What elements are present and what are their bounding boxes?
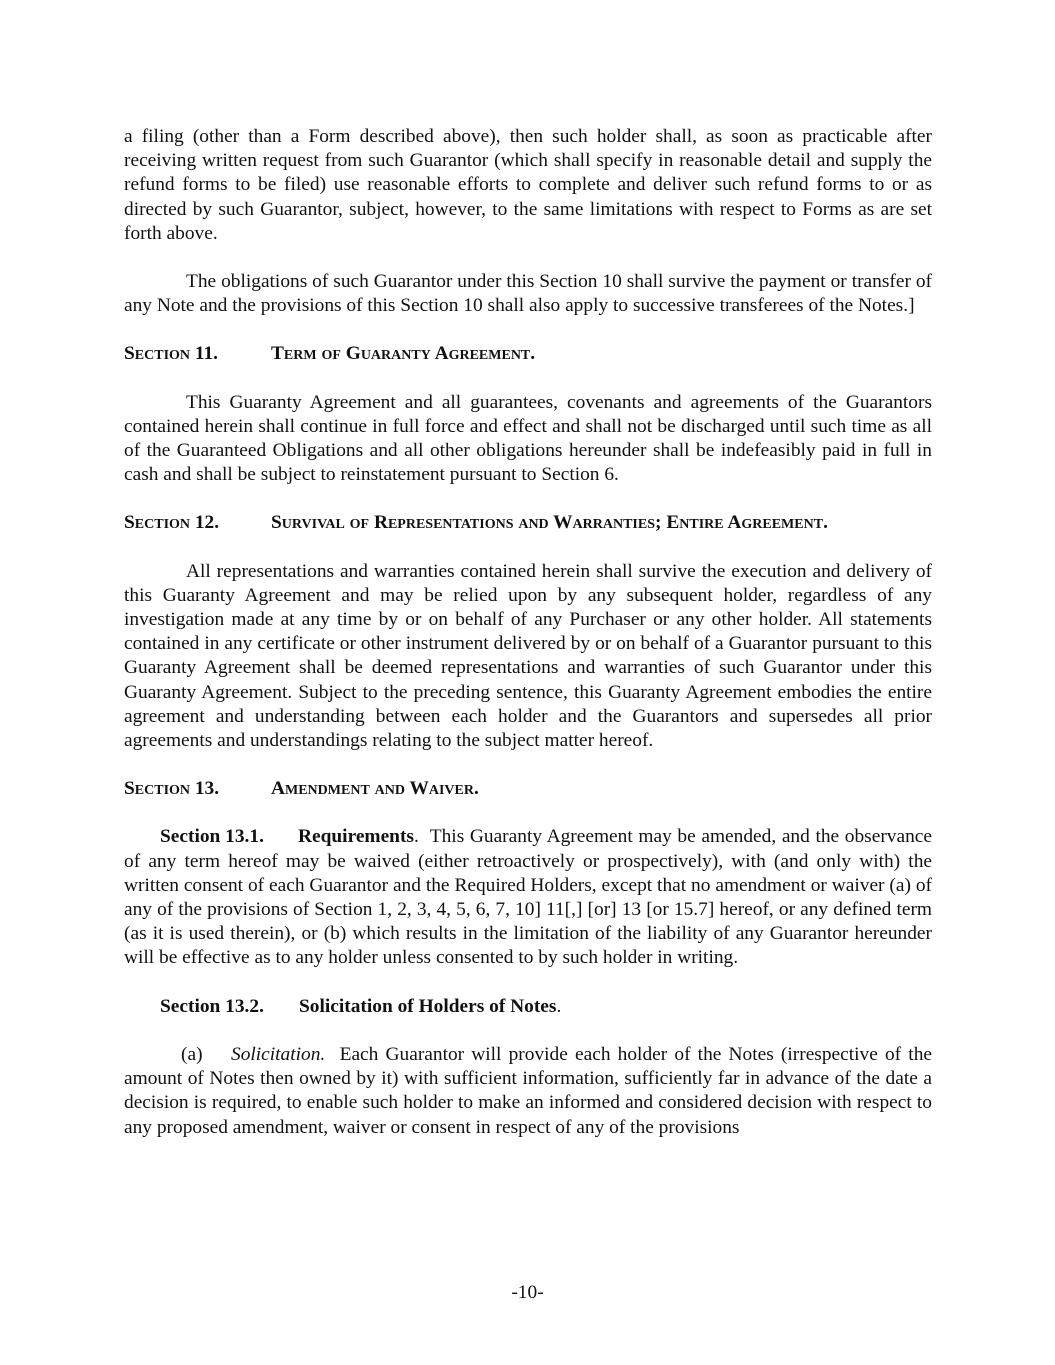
section-13-2-heading: Section 13.2. Solicitation of Holders of Notes. <box>124 995 932 1019</box>
section-11-heading: Section 11. Term of Guaranty Agreement. <box>124 342 932 366</box>
section-11-number: Section 11. <box>124 343 219 365</box>
section-13-2-a-paragraph <box>124 1043 932 1140</box>
section-13-heading: Section 13. Amendment and Waiver. <box>124 777 932 801</box>
section-11-title: Term of Guaranty Agreement <box>271 343 531 365</box>
section-12-title: Survival of Representations and Warranties; Entire Agreement <box>271 512 824 534</box>
section-13-2-a-label: (a) <box>181 1043 203 1065</box>
section-13-1-body: This Guaranty Agreement may be amended, and the observance of any term hereof may be waived (either retroactively or prospectively), with (and only with) the written consent of each Guarantor and the Required Holders, except that no amendment or waiver (a) of any of the provisions of Section 1, 2, 3, 4, 5, 6, 7, 10] 11[,] [or] 13 [or 15.7] hereof, or any defined term (as it is used therein), or (b) which results in the limitation of the liability of any Guarantor hereunder will be effective as to any holder unless consented to by such holder in writing. <box>124 826 932 969</box>
section-13-number: Section 13. <box>124 778 220 800</box>
paragraph-obligations-survive: The obligations of such Guarantor under this Section 10 shall survive the payment or transfer of any Note and the provisions of this Section 10 shall also apply to successive transferees of the Notes.] <box>124 271 932 317</box>
section-12-number: Section 12. <box>124 512 220 534</box>
section-13-2-title: Solicitation of Holders of Notes <box>299 995 557 1017</box>
section-11-body: This Guaranty Agreement and all guarantees, covenants and agreements of the Guarantors contained herein shall continue in full force and effect and shall not be discharged until such time as all of the Guaranteed Obligations and all other obligations hereunder shall be indefeasibly paid in full in cash and shall be subject to reinstatement pursuant to Section 6. <box>124 391 932 486</box>
section-13-1-title: Requirements <box>298 826 414 848</box>
section-12-body: All representations and warranties contained herein shall survive the execution and delivery of this Guaranty Agreement and may be relied upon by any subsequent holder, regardless of any investigation made at any time by or on behalf of any Purchaser or any other holder. All statements contained in any certificate or other instrument delivered by or on behalf of a Guarantor pursuant to this Guaranty Agreement shall be deemed representations and warranties of such Guarantor under this Guaranty Agreement. Subject to the preceding sentence, this Guaranty Agreement embodies the entire agreement and understanding between each holder and the Guarantors and supersedes all prior agreements and understandings relating to the subject matter hereof. <box>124 560 932 752</box>
section-13-2-a-body: Each Guarantor will provide each holder of the Notes (irrespective of the amount of Notes then owned by it) with sufficient information, sufficiently far in advance of the date a decision is required, to enable such holder to make an informed and considered decision with respect to any proposed amendment, waiver or consent in respect of any of the provisions <box>124 1043 932 1138</box>
section-13-title: Amendment and Waiver <box>271 778 474 800</box>
document-page <box>124 125 932 1140</box>
section-13-2-number: Section 13.2. <box>160 995 264 1017</box>
section-13-1-number: Section 13.1. <box>160 826 264 848</box>
paragraph-refund-forms: a filing (other than a Form described above), then such holder shall, as soon as practicable after receiving written request from such Guarantor (which shall specify in reasonable detail and supply the refund forms to be filed) use reasonable efforts to complete and deliver such refund forms to or as directed by such Guarantor, subject, however, to the same limitations with respect to Forms as are set forth above. <box>124 126 932 244</box>
section-13-1-paragraph: Section 13.1. Requirements. This Guaranty Agreement may be amended, and the observance of any term hereof may be waived (either retroactively or prospectively), with (and only with) the written consent of each Guarantor and the Required Holders, except that no amendment or waiver (a) of any of the provisions of Section 1, 2, 3, 4, 5, 6, 7, 10] 11[,] [or] 13 [or 15.7] hereof, or any defined term (as it is used therein), or (b) which results in the limitation of the liability of any Guarantor hereunder will be effective as to any holder unless consented to by such holder in writing. <box>124 826 932 969</box>
section-13-2-a-title: Solicitation. <box>231 1043 326 1065</box>
section-12-heading: Section 12. Survival of Representations and Warranties; Entire Agreement. <box>124 511 932 535</box>
page-number: -10- <box>511 1282 544 1303</box>
